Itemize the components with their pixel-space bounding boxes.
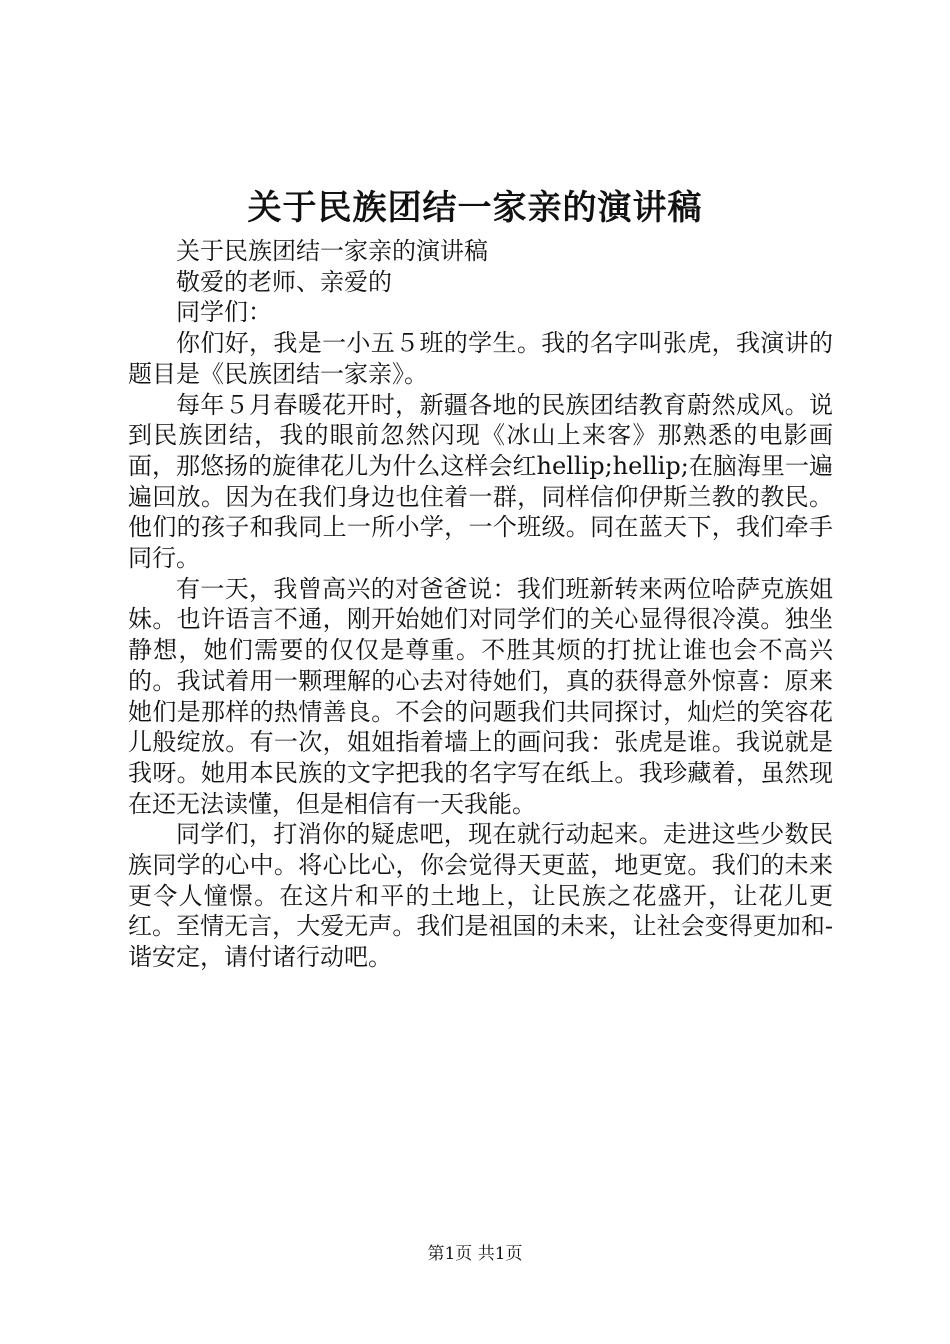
page-number-footer: 第1页 共1页: [427, 1244, 523, 1264]
paragraph: 敬爱的老师、亲爱的: [176, 267, 392, 296]
document-body: [128, 236, 833, 973]
paragraph: 同学们，打消你的疑虑吧，现在就行动起来。走进这些少数民族同学的心中。将心比心，你会觉得天更蓝，地更宽。我们的未来更令人憧憬。在这片和平的土地上，让民族之花盛开，让花儿更红。至情无言，大爱无声。我们是祖国的未来，让社会变得更加和-谐安定，请付诸行动吧。: [128, 820, 833, 972]
paragraph: 有一天，我曾高兴的对爸爸说：我们班新转来两位哈萨克族姐妹。也许语言不通，刚开始她们对同学们的关心显得很冷漠。独坐静想，她们需要的仅仅是尊重。不胜其烦的打扰让谁也会不高兴的。我试着用一颗理解的心去对待她们，真的获得意外惊喜：原来她们是那样的热情善良。不会的问题我们共同探讨，灿烂的笑容花儿般绽放。有一次，姐姐指着墙上的画问我：张虎是谁。我说就是我呀。她用本民族的文字把我的名字写在纸上。我珍藏着，虽然现在还无法读懂，但是相信有一天我能。: [128, 574, 833, 818]
document-title: 关于民族团结一家亲的演讲稿: [247, 188, 703, 228]
paragraph: 每年５月春暖花开时，新疆各地的民族团结教育蔚然成风。说到民族团结，我的眼前忽然闪现《冰山上来客》那熟悉的电影画面，那悠扬的旋律花儿为什么这样会红hellip;hellip;在脑海里一遍遍回放。因为在我们身边也住着一群，同样信仰伊斯兰教的教民。他们的孩子和我同上一所小学，一个班级。同在蓝天下，我们牵手同行。: [128, 390, 833, 573]
paragraph: 关于民族团结一家亲的演讲稿: [176, 237, 488, 265]
paragraph: 同学们：: [176, 298, 272, 327]
paragraph: 你们好，我是一小五５班的学生。我的名字叫张虎，我演讲的题目是《民族团结一家亲》。: [128, 329, 833, 388]
